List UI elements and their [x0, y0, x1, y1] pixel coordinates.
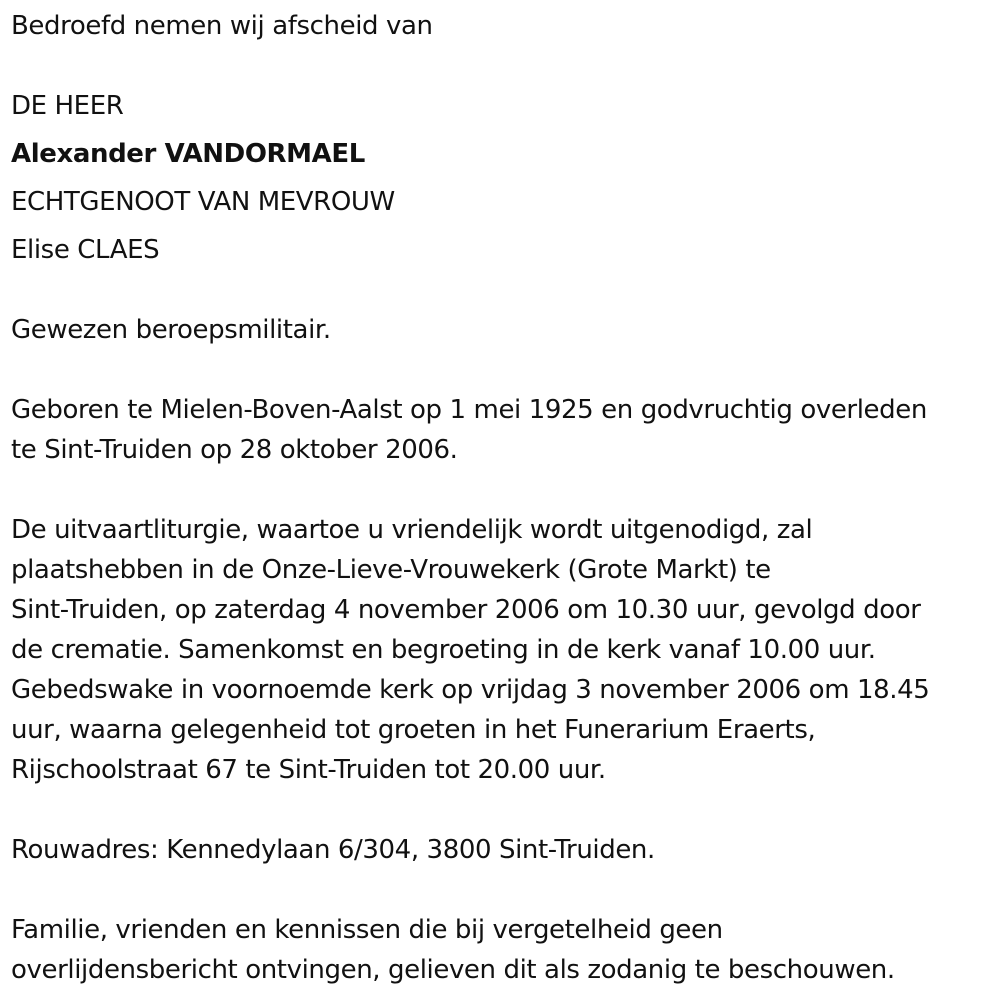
deceased-name: Alexander VANDORMAEL: [11, 139, 365, 169]
funeral-line: Gebedswake in voornoemde kerk op vrijdag 3 november 2006 om 18.45: [11, 675, 930, 705]
mourning-address: Rouwadres: Kennedylaan 6/304, 3800 Sint-Truiden.: [11, 835, 655, 865]
profession-text: Gewezen beroepsmilitair.: [11, 315, 331, 345]
funeral-line: plaatshebben in de Onze-Lieve-Vrouwekerk (Grote Markt) te: [11, 555, 771, 585]
funeral-line: Sint-Truiden, op zaterdag 4 november 2006 om 10.30 uur, gevolgd door: [11, 595, 921, 625]
closing-line: overlijdensbericht ontvingen, gelieven dit als zodanig te beschouwen.: [11, 955, 895, 985]
closing-line: Familie, vrienden en kennissen die bij vergetelheid geen: [11, 915, 723, 945]
funeral-line: uur, waarna gelegenheid tot groeten in het Funerarium Eraerts,: [11, 715, 816, 745]
birth-death-line: te Sint-Truiden op 28 oktober 2006.: [11, 435, 458, 465]
deceased-title: DE HEER: [11, 91, 124, 121]
funeral-line: Rijschoolstraat 67 te Sint-Truiden tot 20.00 uur.: [11, 755, 606, 785]
spouse-title: ECHTGENOOT VAN MEVROUW: [11, 187, 395, 217]
funeral-line: De uitvaartliturgie, waartoe u vriendelijk wordt uitgenodigd, zal: [11, 515, 813, 545]
funeral-line: de crematie. Samenkomst en begroeting in de kerk vanaf 10.00 uur.: [11, 635, 876, 665]
spouse-name: Elise CLAES: [11, 235, 160, 265]
intro-text: Bedroefd nemen wij afscheid van: [11, 11, 433, 41]
birth-death-line: Geboren te Mielen-Boven-Aalst op 1 mei 1925 en godvruchtig overleden: [11, 395, 927, 425]
